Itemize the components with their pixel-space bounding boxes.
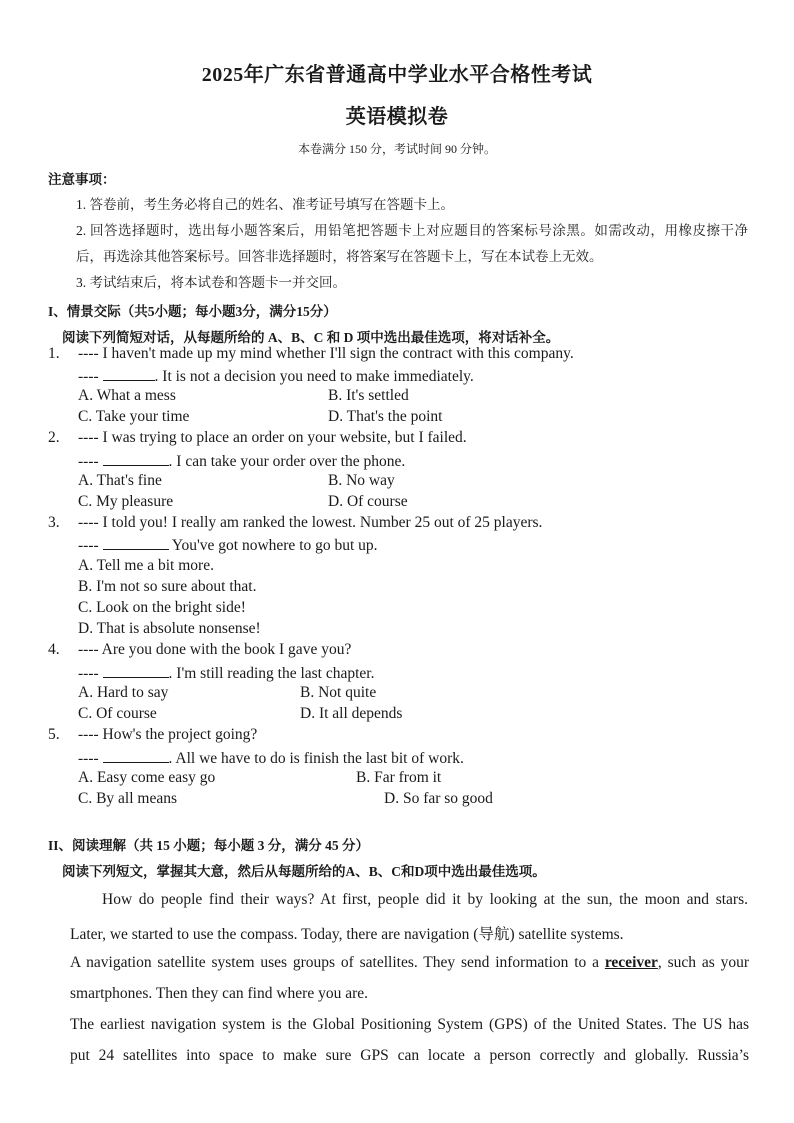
question-text: ---- I told you! I really am ranked the lowest. Number 25 out of 25 players. — [78, 514, 543, 531]
question-text: ---- Are you done with the book I gave you? — [78, 641, 352, 658]
option-b: B. No way — [328, 472, 395, 489]
answer-blank — [103, 366, 155, 381]
option-a: A. What a mess — [78, 387, 176, 404]
option-c: C. Of course — [78, 705, 157, 722]
question-text: ---- How's the project going? — [78, 726, 258, 743]
answer-blank — [103, 535, 169, 550]
section2-heading: II、阅读理解（共 15 小题；每小题 3 分，满分 45 分） — [48, 838, 370, 853]
passage-line: Later, we started to use the compass. Today, there are navigation (导航) satellite systems. — [70, 926, 624, 943]
question-number: 5. — [48, 726, 60, 743]
note-item-2-cont: 后，再选涂其他答案标号。回答非选择题时，将答案写在答题卡上，写在本试卷上无效。 — [76, 249, 603, 264]
option-a: A. Tell me a bit more. — [78, 557, 214, 574]
option-a: A. Hard to say — [78, 684, 169, 701]
answer-blank — [103, 451, 169, 466]
question-text: ---- I haven't made up my mind whether I'll sign the contract with this company. — [78, 345, 574, 362]
exam-subtitle: 英语模拟卷 — [345, 106, 449, 128]
answer-line: ---- . All we have to do is finish the last bit of work. — [78, 750, 464, 767]
section1-heading: I、情景交际（共5小题；每小题3分，满分15分） — [48, 304, 337, 319]
notes-heading: 注意事项： — [48, 172, 116, 187]
passage-line: A navigation satellite system uses groups of satellites. They send information to a receiver, such as your — [70, 954, 749, 971]
option-a: A. Easy come easy go — [78, 769, 216, 786]
note-item-3: 3. 考试结束后，将本试卷和答题卡一并交回。 — [76, 275, 346, 290]
question-number: 1. — [48, 345, 60, 362]
option-d: D. So far so good — [384, 790, 493, 807]
option-c: C. Take your time — [78, 408, 190, 425]
answer-line: ---- . I can take your order over the phone. — [78, 453, 406, 470]
underlined-word: receiver — [604, 954, 658, 971]
answer-line: ---- . I'm still reading the last chapter. — [78, 665, 375, 682]
question-text: ---- I was trying to place an order on your website, but I failed. — [78, 429, 467, 446]
option-d: D. It all depends — [300, 705, 403, 722]
passage-line: smartphones. Then they can find where you are. — [70, 985, 368, 1002]
exam-title: 2025年广东省普通高中学业水平合格性考试 — [201, 64, 593, 86]
option-c: C. Look on the bright side! — [78, 599, 246, 616]
note-item-2: 2. 回答选择题时，选出每小题答案后，用铅笔把答题卡上对应题目的答案标号涂黑。如需改动，用橡皮擦干净 — [76, 223, 748, 238]
option-b: B. Far from it — [356, 769, 442, 786]
passage-line: put 24 satellites into space to make sure GPS can locate a person correctly and globally. Russia’s — [70, 1047, 749, 1064]
option-c: C. By all means — [78, 790, 178, 807]
option-d: D. That's the point — [328, 408, 443, 425]
option-d: D. That is absolute nonsense! — [78, 620, 261, 637]
option-b: B. I'm not so sure about that. — [78, 578, 257, 595]
passage-line: The earliest navigation system is the Global Positioning System (GPS) of the United States. The US has — [70, 1016, 749, 1033]
exam-meta: 本卷满分 150 分，考试时间 90 分钟。 — [297, 142, 496, 156]
option-a: A. That's fine — [78, 472, 162, 489]
question-number: 2. — [48, 429, 60, 446]
answer-line: ---- You've got nowhere to go but up. — [78, 537, 378, 554]
question-number: 4. — [48, 641, 60, 658]
option-b: B. It's settled — [328, 387, 409, 404]
section2-instruction: 阅读下列短文，掌握其大意，然后从每题所给的A、B、C和D项中选出最佳选项。 — [62, 864, 546, 879]
option-b: B. Not quite — [300, 684, 377, 701]
answer-line: ---- . It is not a decision you need to make immediately. — [78, 368, 474, 385]
answer-blank — [103, 748, 169, 763]
section1-instruction: 阅读下列简短对话，从每题所给的 A、B、C 和 D 项中选出最佳选项，将对话补全。 — [62, 330, 560, 345]
passage-line: How do people find their ways? At first, people did it by looking at the sun, the moon and stars. — [102, 891, 748, 908]
option-c: C. My pleasure — [78, 493, 174, 510]
option-d: D. Of course — [328, 493, 408, 510]
answer-blank — [103, 663, 169, 678]
note-item-1: 1. 答卷前，考生务必将自己的姓名、准考证号填写在答题卡上。 — [76, 197, 454, 212]
question-number: 3. — [48, 514, 60, 531]
